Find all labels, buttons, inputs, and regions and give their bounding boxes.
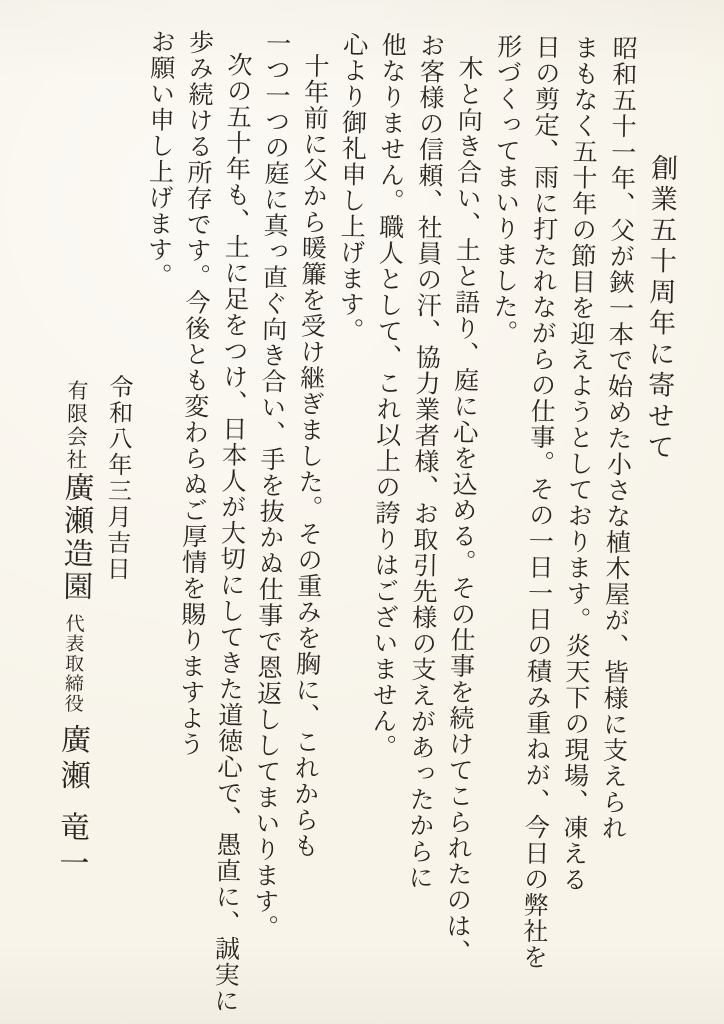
letter-title: 創業五十周年に寄せて <box>642 153 678 464</box>
letter-line: 一つ一つの庭に真っ直ぐ向き合い、手を抜かぬ仕事で恩返ししてまいります。 <box>250 30 292 941</box>
signature-role: 代表取締役 <box>61 613 85 714</box>
signature-company-prefix: 有限会社 <box>63 379 90 472</box>
letter-line: 日の剪定、雨に打たれながらの仕事。その一日一日の積み重ねが、今日の弊社を <box>519 33 562 971</box>
letter-line: お願い申し上げます。 <box>143 28 177 289</box>
letter-line: まもなく五十年の節目を迎えようとしております。炎天下の現場、凍える <box>558 34 600 893</box>
letter-line: 他なりません。職人として、これ以上の誇りはございません。 <box>368 31 408 761</box>
letter-line: 心より御礼申し上げます。 <box>335 31 369 344</box>
signature-name: 廣瀬 竜一 <box>53 723 91 884</box>
letter-line: 歩み続ける所存です。今後とも変わらぬご厚情を賜りますよう <box>175 29 215 758</box>
letter-date: 令和八年三月吉日 <box>102 373 134 583</box>
letter-line: 次の五十年も、土に足をつけ、日本人が大切にしてきた道徳心で、愚直に、誠実に <box>210 51 254 1014</box>
letter-line: お客様の信頼、社員の汗、協力業者様、お取引先様の支えがあったからに <box>404 32 446 891</box>
letter-body <box>4 27 684 1014</box>
letter-line: 昭和五十一年、父が鋏一本で始めた小さな植木屋が、皆様に支えられ <box>598 34 639 842</box>
signature-company-name: 廣瀬造園 <box>56 471 94 604</box>
letter-line: 形づくってまいりました。 <box>489 33 523 346</box>
letter-line: 木と向き合い、土と語り、庭に心を込める。その仕事を続けてこられたのは、 <box>442 54 485 966</box>
letter-line: 十年前に父から暖簾を受け継ぎました。その重みを胸に、これからも <box>289 52 331 859</box>
